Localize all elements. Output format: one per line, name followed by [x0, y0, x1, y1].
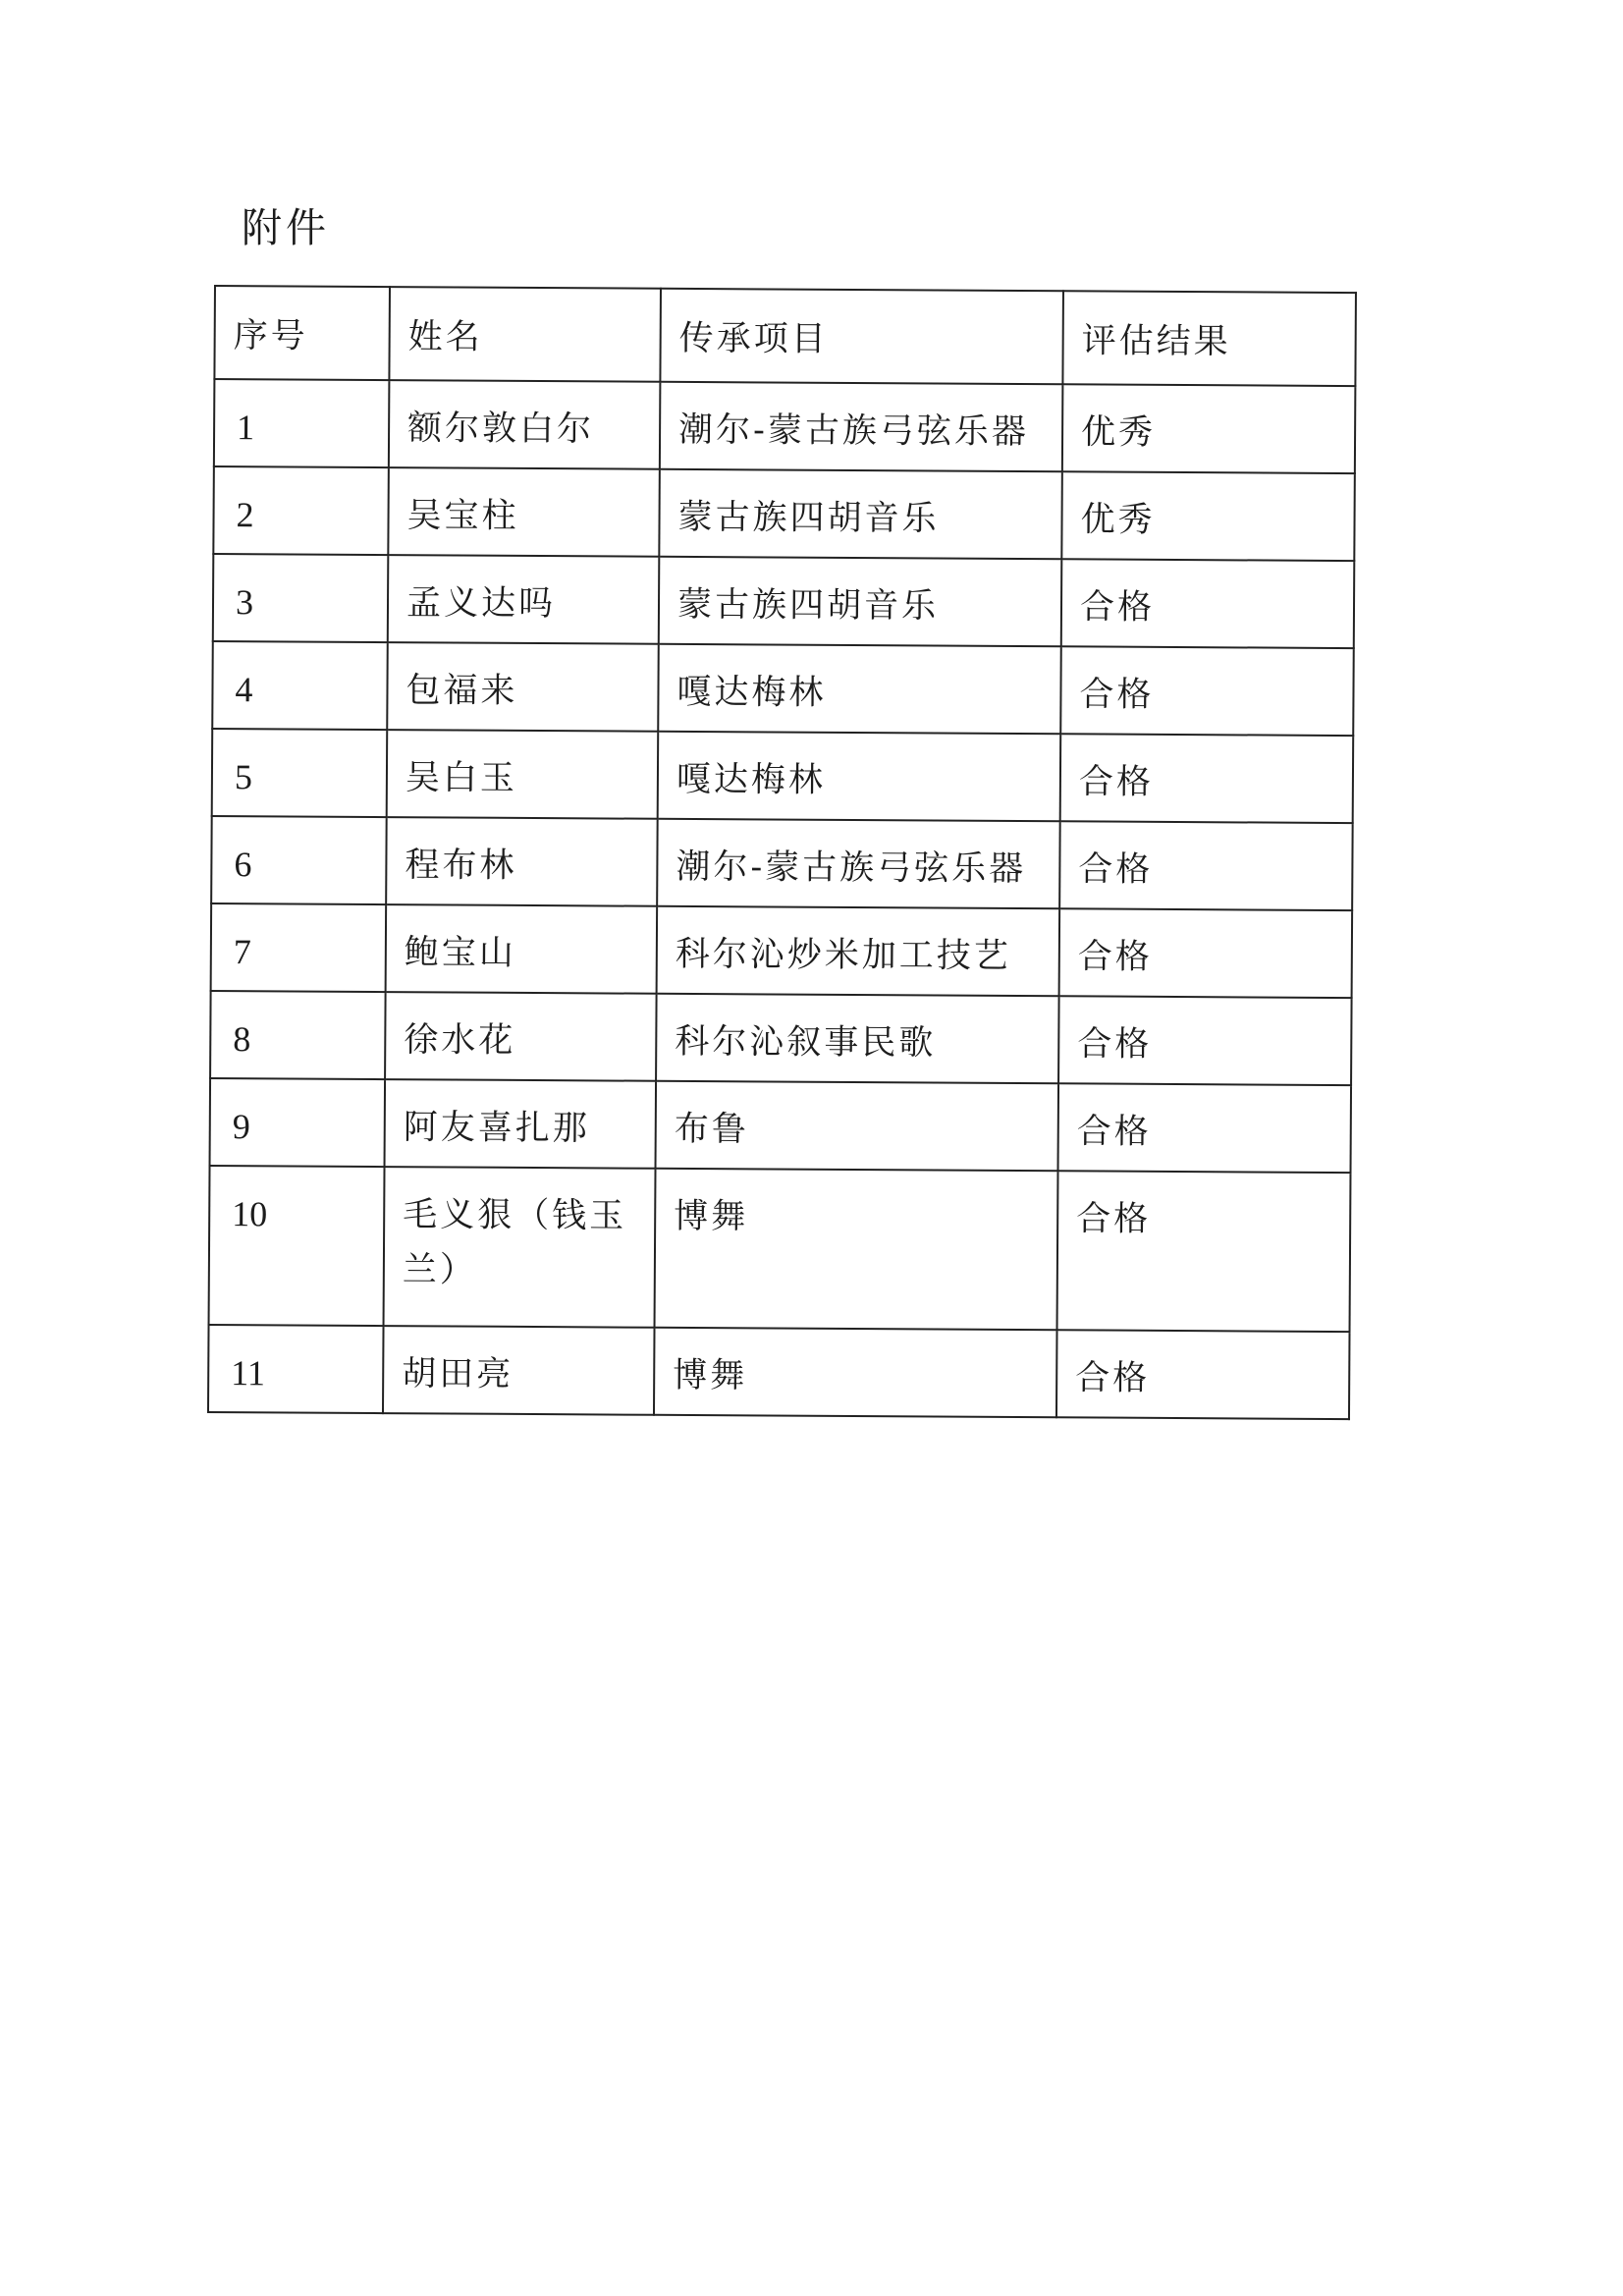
cell-project: 嘎达梅林	[658, 732, 1061, 822]
cell-name: 额尔敦白尔	[389, 380, 661, 469]
cell-name: 孟义达吗	[388, 555, 660, 644]
cell-no: 2	[213, 466, 389, 555]
cell-no: 10	[209, 1166, 385, 1326]
cell-no: 8	[210, 991, 386, 1079]
cell-name: 吴宝柱	[388, 467, 660, 557]
cell-no: 4	[212, 641, 388, 730]
attachment-heading: 附件	[242, 204, 330, 251]
table-row	[210, 1078, 1352, 1173]
cell-result: 合格	[1059, 821, 1353, 910]
cell-name: 阿友喜扎那	[385, 1079, 657, 1169]
cell-project: 蒙古族四胡音乐	[659, 557, 1062, 647]
table-row	[209, 1166, 1351, 1332]
cell-name: 吴白玉	[387, 730, 659, 819]
cell-name: 徐水花	[385, 992, 657, 1081]
table-row	[211, 816, 1353, 910]
table-row	[211, 903, 1353, 998]
table-row	[212, 641, 1354, 736]
cell-result: 合格	[1058, 996, 1352, 1085]
cell-project: 博舞	[654, 1328, 1057, 1418]
cell-result: 合格	[1060, 646, 1354, 736]
cell-result: 合格	[1056, 1330, 1350, 1419]
cell-no: 5	[212, 729, 388, 817]
header-cell-result: 评估结果	[1062, 291, 1356, 386]
cell-no: 3	[213, 554, 389, 642]
cell-result: 优秀	[1062, 384, 1356, 473]
header-cell-project: 传承项目	[660, 289, 1063, 385]
cell-result: 合格	[1060, 734, 1354, 823]
table-row	[214, 379, 1356, 473]
header-cell-no: 序号	[214, 286, 390, 380]
cell-result: 合格	[1058, 1083, 1352, 1173]
cell-project: 科尔沁叙事民歌	[656, 994, 1059, 1084]
cell-project: 布鲁	[656, 1081, 1059, 1172]
cell-project: 潮尔-蒙古族弓弦乐器	[657, 819, 1060, 909]
cell-result: 合格	[1057, 1171, 1351, 1332]
evaluation-table	[207, 285, 1357, 1420]
cell-project: 科尔沁炒米加工技艺	[657, 906, 1060, 997]
table-header-row	[214, 286, 1356, 386]
table-row	[213, 554, 1355, 648]
cell-name: 胡田亮	[383, 1326, 655, 1415]
cell-project: 博舞	[655, 1169, 1058, 1331]
cell-no: 6	[211, 816, 387, 904]
cell-no: 1	[214, 379, 390, 467]
table-row	[212, 729, 1354, 823]
header-cell-name: 姓名	[389, 287, 661, 382]
cell-no: 9	[210, 1078, 386, 1167]
table-row	[210, 991, 1352, 1085]
table-row	[213, 466, 1355, 561]
cell-name: 包福来	[387, 642, 659, 732]
cell-project: 潮尔-蒙古族弓弦乐器	[660, 382, 1063, 472]
cell-project: 嘎达梅林	[658, 644, 1061, 735]
cell-result: 合格	[1059, 908, 1353, 998]
cell-name: 毛义狠（钱玉兰）	[384, 1167, 656, 1328]
cell-result: 优秀	[1061, 471, 1355, 561]
cell-result: 合格	[1061, 559, 1355, 648]
cell-no: 7	[211, 903, 387, 992]
cell-name: 程布林	[386, 817, 658, 906]
cell-no: 11	[208, 1325, 384, 1413]
cell-name: 鲍宝山	[386, 904, 658, 994]
cell-project: 蒙古族四胡音乐	[659, 469, 1062, 560]
table-row	[208, 1325, 1350, 1419]
